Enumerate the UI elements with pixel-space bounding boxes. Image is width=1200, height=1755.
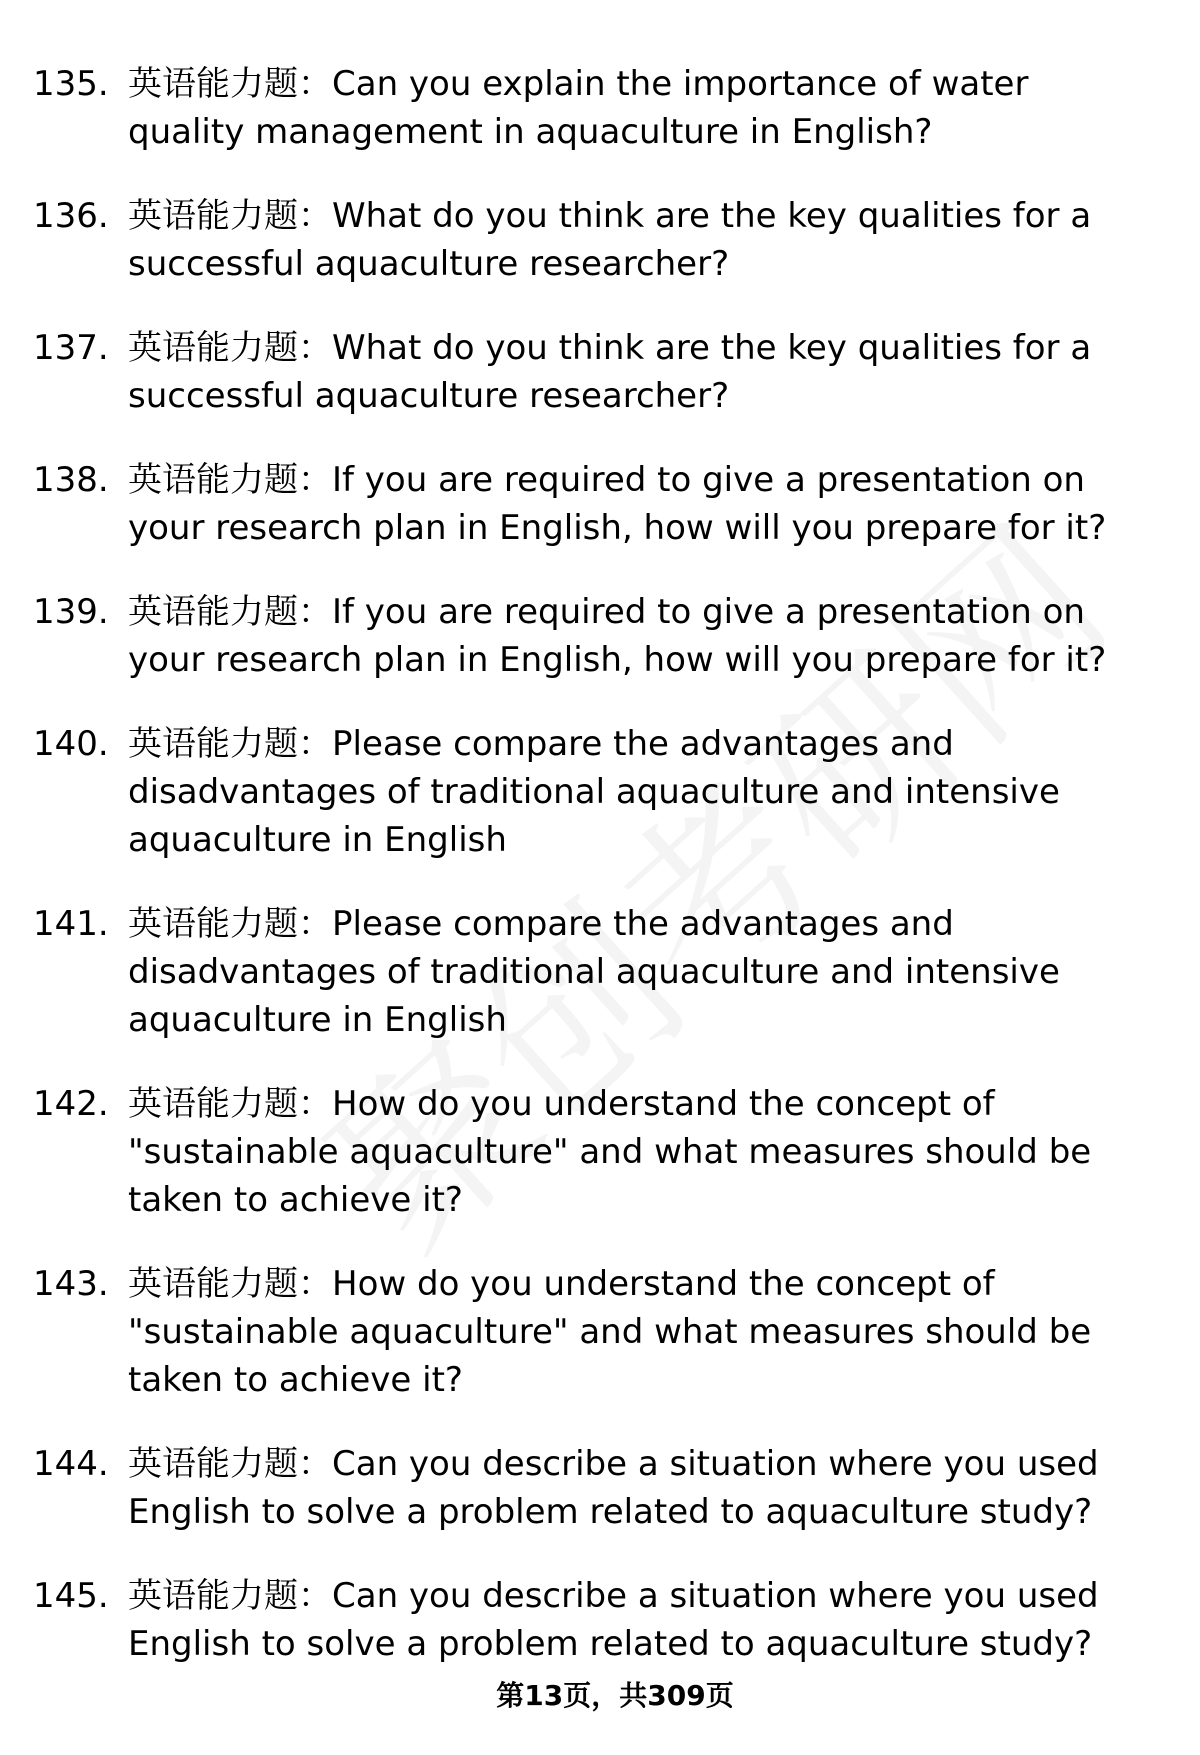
question-line: "sustainable aquaculture" and what measures should be	[128, 1132, 1092, 1172]
question-line: 英语能力题：How do you understand the concept of	[128, 1264, 995, 1304]
question-line: successful aquaculture researcher?	[128, 376, 730, 416]
question-item	[0, 192, 1200, 288]
question-item	[0, 1572, 1200, 1668]
question-line: 英语能力题：If you are required to give a presentation on	[128, 592, 1085, 632]
question-number: 140.	[33, 724, 109, 764]
question-line: "sustainable aquaculture" and what measures should be	[128, 1312, 1092, 1352]
question-number: 145.	[33, 1576, 109, 1616]
question-number: 136.	[33, 196, 109, 236]
question-line: aquaculture in English	[128, 820, 507, 860]
question-text	[128, 1080, 1200, 1224]
question-number: 141.	[33, 904, 109, 944]
question-item	[0, 1260, 1200, 1404]
question-line: aquaculture in English	[128, 1000, 507, 1040]
question-number: 138.	[33, 460, 109, 500]
question-item	[0, 588, 1200, 684]
question-line: taken to achieve it?	[128, 1180, 463, 1220]
question-text	[128, 900, 1200, 1044]
question-number: 144.	[33, 1444, 109, 1484]
question-line: English to solve a problem related to aquaculture study?	[128, 1492, 1093, 1532]
question-line: 英语能力题：If you are required to give a presentation on	[128, 460, 1085, 500]
question-line: quality management in aquaculture in English?	[128, 112, 933, 152]
question-line: 英语能力题：Can you describe a situation where you used	[128, 1444, 1099, 1484]
question-number: 137.	[33, 328, 109, 368]
question-line: 英语能力题：Can you explain the importance of water	[128, 64, 1029, 104]
question-list	[0, 60, 1200, 1668]
question-line: taken to achieve it?	[128, 1360, 463, 1400]
question-line: 英语能力题：Please compare the advantages and	[128, 724, 954, 764]
question-line: 英语能力题：How do you understand the concept of	[128, 1084, 995, 1124]
question-item	[0, 900, 1200, 1044]
question-line: English to solve a problem related to aquaculture study?	[128, 1624, 1093, 1664]
question-item	[0, 1440, 1200, 1536]
question-item	[0, 324, 1200, 420]
question-item	[0, 720, 1200, 864]
question-line: 英语能力题：What do you think are the key qualities for a	[128, 196, 1092, 236]
question-item	[0, 456, 1200, 552]
question-text	[128, 1260, 1200, 1404]
question-line: 英语能力题：Please compare the advantages and	[128, 904, 954, 944]
question-line: successful aquaculture researcher?	[128, 244, 730, 284]
question-number: 143.	[33, 1264, 109, 1304]
question-text	[128, 192, 1200, 288]
question-number: 135.	[33, 64, 109, 104]
question-text	[128, 456, 1200, 552]
question-item	[0, 60, 1200, 156]
question-line: your research plan in English, how will you prepare for it?	[128, 640, 1107, 680]
question-text	[128, 1572, 1200, 1668]
question-item	[0, 1080, 1200, 1224]
page-footer: 第13页，共309页	[496, 1679, 734, 1712]
question-line: your research plan in English, how will you prepare for it?	[128, 508, 1107, 548]
question-line: 英语能力题：What do you think are the key qualities for a	[128, 328, 1092, 368]
question-text	[128, 588, 1200, 684]
question-number: 142.	[33, 1084, 109, 1124]
question-number: 139.	[33, 592, 109, 632]
question-text	[128, 324, 1200, 420]
question-line: disadvantages of traditional aquaculture and intensive	[128, 952, 1060, 992]
question-text	[128, 60, 1200, 156]
question-text	[128, 720, 1200, 864]
question-line: 英语能力题：Can you describe a situation where you used	[128, 1576, 1099, 1616]
question-text	[128, 1440, 1200, 1536]
question-line: disadvantages of traditional aquaculture and intensive	[128, 772, 1060, 812]
